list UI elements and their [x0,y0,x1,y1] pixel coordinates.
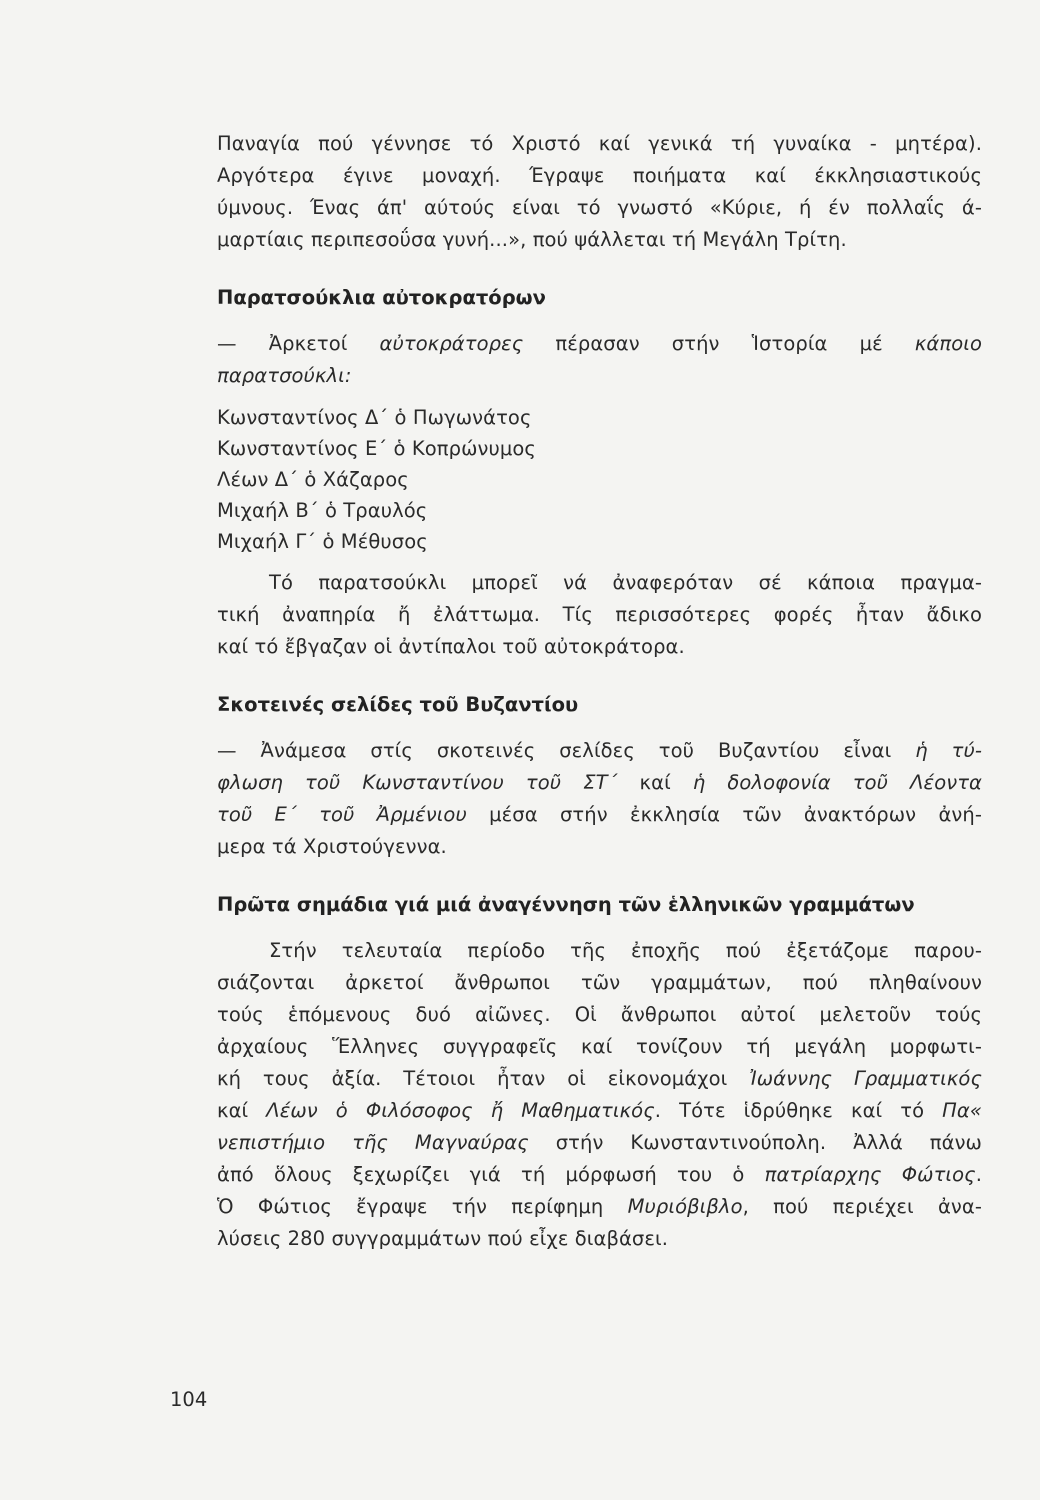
text-line: Αργότερα έγινε μοναχή. Έγραψε ποιήματα καί έκκλησιαστικούς [217,164,982,187]
text-line: ἀπό ὅλους ξεχωρίζει γιά τή μόρφωσή του ὁ πατρίαρχης Φώτιος. [217,1163,982,1186]
text-line: καί Λέων ὁ Φιλόσοφος ἤ Μαθηματικός. Τότε ἱδρύθηκε καί τό Πα« [217,1099,982,1122]
text-line: καί τό ἔβγαζαν οἱ ἀντίπαλοι τοῦ αὐτοκράτορα. [217,635,685,658]
text-line: Παναγία πού γέννησε τό Χριστό καί γενικά τή γυναίκα - μητέρα). [217,132,982,155]
text-line: μαρτίαις περιπεσοΰσα γυνή...», πού ψάλλεται τή Μεγάλη Τρίτη. [217,228,847,251]
intro-paragraph [217,128,982,256]
section-heading: Πρῶτα σημάδια γιά μιά ἀναγέννηση τῶν ἑλληνικῶν γραμμάτων [217,893,915,916]
emperor-list [217,402,982,557]
text-line: τική ἀναπηρία ἤ ἐλάττωμα. Τίς περισσότερες φορές ἦταν ἄδικο [217,603,982,626]
text-line: ἀρχαίους Ἕλληνες συγγραφεῖς καί τονίζουν τή μεγάλη μορφωτι- [217,1035,982,1058]
text-line: νεπιστήμιο τῆς Μαγναύρας στήν Κωνσταντινούπολη. Ἀλλά πάνω [217,1131,982,1154]
list-item: Μιχαήλ Β΄ ὁ Τραυλός [217,499,428,522]
text-line: φλωση τοῦ Κωνσταντίνου τοῦ ΣΤ΄ καί ἡ δολοφονία τοῦ Λέοντα [217,771,983,794]
text-line: σιάζονται ἀρκετοί ἄνθρωποι τῶν γραμμάτων, πού πληθαίνουν [217,971,982,994]
list-item: Κωνσταντίνος Ε΄ ὁ Κοπρώνυμος [217,437,536,460]
text-line: λύσεις 280 συγγραμμάτων πού εἶχε διαβάσει. [217,1227,669,1250]
list-item: Μιχαήλ Γ΄ ὁ Μέθυσος [217,530,428,553]
section-heading: Σκοτεινές σελίδες τοῦ Βυζαντίου [217,693,579,716]
text-line: Τό παρατσούκλι μπορεῖ νά ἀναφερόταν σέ κάποια πραγμα- [269,571,982,594]
text-line: Στήν τελευταία περίοδο τῆς ἐποχῆς πού ἐξετάζομε παρου- [269,939,982,962]
list-item: Κωνσταντίνος Δ΄ ὁ Πωγωνάτος [217,406,532,429]
text-line: — Ἀνάμεσα στίς σκοτεινές σελίδες τοῦ Βυζαντίου εἶναι ἡ τύ- [217,739,982,762]
section-heading: Παρατσούκλια αὐτοκρατόρων [217,286,546,309]
text-line: Ὁ Φώτιος ἔγραψε τήν περίφημη Μυριόβιβλο, πού περιέχει ἀνα- [217,1195,982,1218]
list-item: Λέων Δ΄ ὁ Χάζαρος [217,468,409,491]
text-line: ύμνους. Ένας άπ' αύτούς είναι τό γνωστό «Κύριε, ή έν πολλαΐς ά- [217,196,982,219]
text-line: τοῦ Ε΄ τοῦ Ἀρμένιου μέσα στήν ἐκκλησία τῶν ἀνακτόρων ἀνή- [217,803,982,826]
text-line: παρατσούκλι: [217,364,352,387]
text-line: κή τους ἀξία. Τέτοιοι ἦταν οἱ εἰκονομάχοι Ἰωάννης Γραμματικός [217,1067,983,1090]
text-line: μερα τά Χριστούγεννα. [217,835,447,858]
page-body [217,128,982,1255]
page-number: 104 [170,1388,208,1411]
text-line: — Ἀρκετοί αὐτοκράτορες πέρασαν στήν Ἱστορία μέ κάποιο [217,332,982,355]
text-line: τούς ἑπόμενους δυό αἰῶνες. Οἱ ἄνθρωποι αὐτοί μελετοῦν τούς [217,1003,982,1026]
